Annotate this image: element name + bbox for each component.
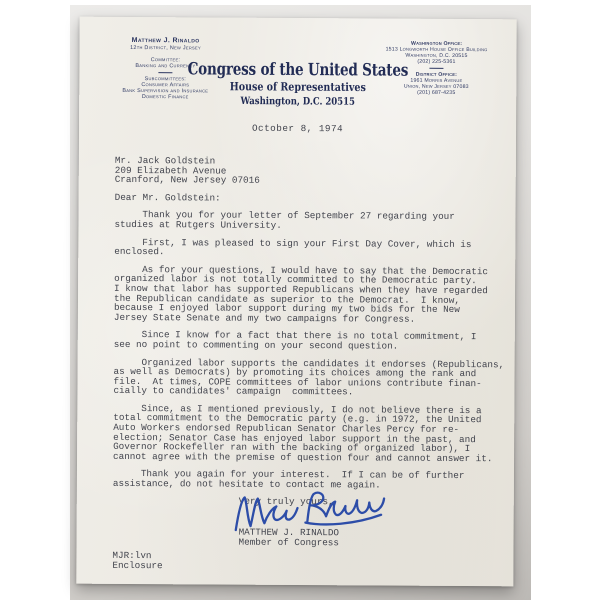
- washington-office-line: (202) 225-5361: [417, 58, 456, 65]
- recipient-name: Mr. Jack Goldstein: [114, 154, 216, 167]
- letter-body: [112, 156, 509, 573]
- complimentary-close: Very truly yours,: [238, 495, 334, 507]
- letter-date: October 8, 1974: [251, 122, 344, 135]
- subcommittee-item: Consumer Affairs: [141, 82, 190, 89]
- paragraph: Thank you for your letter of September 27 regarding your studies at Rutgers University.: [114, 209, 455, 231]
- masthead-line-congress: Congress of the United States: [187, 59, 409, 81]
- paragraph: First, I was pleased to sign your First Day Cover, which is enclosed.: [114, 236, 472, 258]
- reference-block: [112, 551, 506, 573]
- committee-label: Committee:: [150, 57, 181, 64]
- subcommittee-item: Bank Supervision and Insurance: [122, 87, 209, 95]
- subcommittee-item: Domestic Finance: [141, 94, 189, 101]
- paragraph: Since I know for a fact that there is no total commitment, I see no point to commenting on your second question.: [113, 329, 477, 352]
- member-district: 12th District, New Jersey: [130, 44, 201, 52]
- washington-office-line: Washington, D.C. 20515: [405, 52, 468, 60]
- district-office-label: District Office:: [415, 71, 458, 78]
- recipient-city: Cranford, New Jersey 07016: [114, 174, 260, 186]
- divider-rule: [429, 68, 443, 69]
- signed-name: MATTHEW J. RINALDO: [238, 526, 340, 539]
- committee-name: Banking and Currency: [135, 63, 196, 70]
- salutation: Dear Mr. Goldstein:: [114, 191, 221, 204]
- paragraph: Thank you again for your interest. If I can be of further assistance, do not hesitate to contact me again.: [112, 468, 465, 491]
- typist-reference: MJR:lvn: [112, 550, 152, 562]
- paragraph: Organized labor supports the candidates it endorses (Republicans, as well as Democrats) by promoting its choices among the rank and file. At times, COPE committees of labor unions contribute finan- cially to candidates' campaign committees.: [113, 356, 505, 398]
- masthead-line-house: House of Representatives: [229, 80, 366, 95]
- letterhead-offices-block: [362, 40, 510, 96]
- paragraph: As for your questions, I would have to say that the Democratic organized labor is not totally committed to the Democratic party. I know that labor has supported Republicans when they have regarded the Republican candidate as superior to the Democrat. I know, because I enjoyed labor support during my two bids for the New Jersey State Senate and my two campaigns for Congress.: [113, 263, 489, 325]
- member-name: Matthew J. Rinaldo: [131, 36, 200, 45]
- masthead-line-washington: Washington, D.C. 20515: [240, 95, 355, 109]
- enclosure-note: Enclosure: [112, 559, 163, 572]
- washington-office-line: 1513 Longworth House Office Building: [385, 46, 488, 54]
- signed-title: Member of Congress: [238, 536, 339, 549]
- closing-block: [238, 496, 506, 548]
- letter-photo: [70, 5, 531, 600]
- paragraph: Since, as I mentioned previously, I do not believe there is a total commitment to the Democratic party (e.g. in 1972, the United Auto Workers endorsed Republican Senator Charles Percy for re- election; Senator Case has enjoyed labor support in the past, and Governor Rockefeller ran with the backing of organized labor), I cannot agree with the premise of question four and cannot answer it.: [113, 402, 493, 465]
- letter-paper: [76, 17, 516, 587]
- district-office-line: (201) 687-4235: [417, 89, 456, 96]
- washington-office-label: Washington Office:: [410, 40, 463, 48]
- district-office-line: 1961 Morris Avenue: [410, 77, 463, 85]
- district-office-line: Union, New Jersey 07083: [403, 83, 469, 91]
- subcommittees-label: Subcommittees:: [144, 76, 187, 83]
- recipient-street: 209 Elizabeth Avenue: [114, 164, 227, 177]
